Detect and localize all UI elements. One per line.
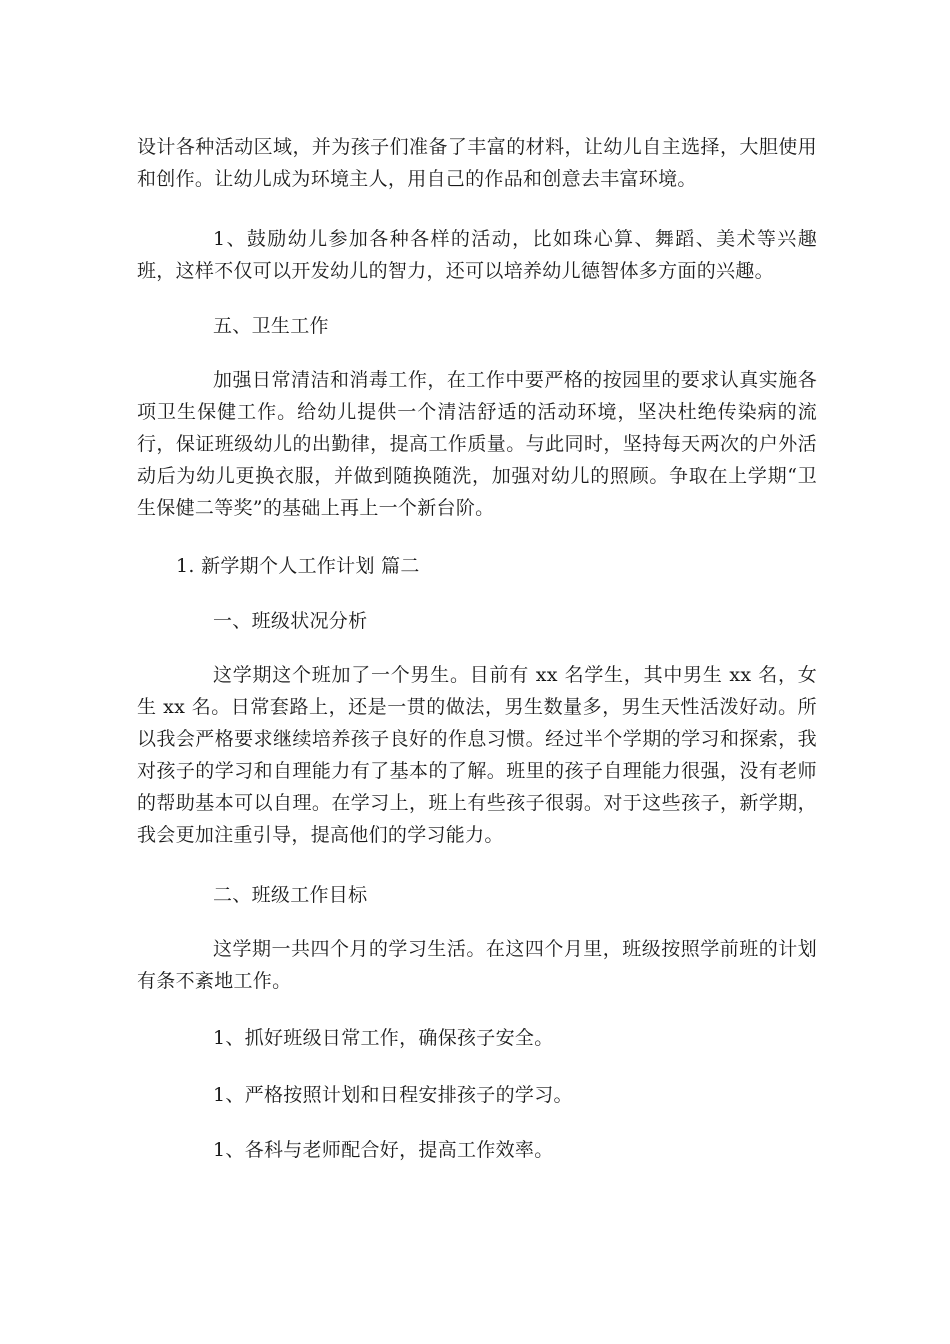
document-title-part-two: 1. 新学期个人工作计划 篇二: [176, 555, 420, 577]
section-heading-class-analysis: 一、班级状况分析: [213, 610, 368, 632]
list-item-cooperation: 1、各科与老师配合好，提高工作效率。: [213, 1139, 554, 1161]
paragraph-activity-areas: 设计各种活动区域，并为孩子们准备了丰富的材料，让幼儿自主选择，大胆使用和创作。让幼儿成为环境主人，用自己的作品和创意去丰富环境。: [137, 136, 817, 190]
section-heading-hygiene: 五、卫生工作: [213, 315, 329, 337]
list-item-safety: 1、抓好班级日常工作，确保孩子安全。: [213, 1027, 554, 1049]
paragraph-class-goals: 这学期一共四个月的学习生活。在这四个月里，班级按照学前班的计划有条不紊地工作。: [137, 938, 817, 992]
paragraph-interest-classes: 1、鼓励幼儿参加各种各样的活动，比如珠心算、舞蹈、美术等兴趣班，这样不仅可以开发幼儿的智力，还可以培养幼儿德智体多方面的兴趣。: [137, 228, 817, 282]
paragraph-hygiene-work: 加强日常清洁和消毒工作，在工作中要严格的按园里的要求认真实施各项卫生保健工作。给幼儿提供一个清洁舒适的活动环境，坚决杜绝传染病的流行，保证班级幼儿的出勤律，提高工作质量。与此同时，坚持每天两次的户外活动后为幼儿更换衣服，并做到随换随洗，加强对幼儿的照顾。争取在上学期“卫生保健二等奖”的基础上再上一个新台阶。: [137, 369, 817, 519]
section-heading-class-goals: 二、班级工作目标: [213, 884, 368, 906]
list-item-schedule: 1、严格按照计划和日程安排孩子的学习。: [213, 1084, 573, 1106]
paragraph-class-analysis: 这学期这个班加了一个男生。目前有 xx 名学生，其中男生 xx 名，女生 xx 名。日常套路上，还是一贯的做法，男生数量多，男生天性活泼好动。所以我会严格要求继续培养孩子良好的作息习惯。经过半个学期的学习和探索，我对孩子的学习和自理能力有了基本的了解。班里的孩子自理能力很强，没有老师的帮助基本可以自理。在学习上，班上有些孩子很弱。对于这些孩子，新学期，我会更加注重引导，提高他们的学习能力。: [137, 664, 817, 846]
